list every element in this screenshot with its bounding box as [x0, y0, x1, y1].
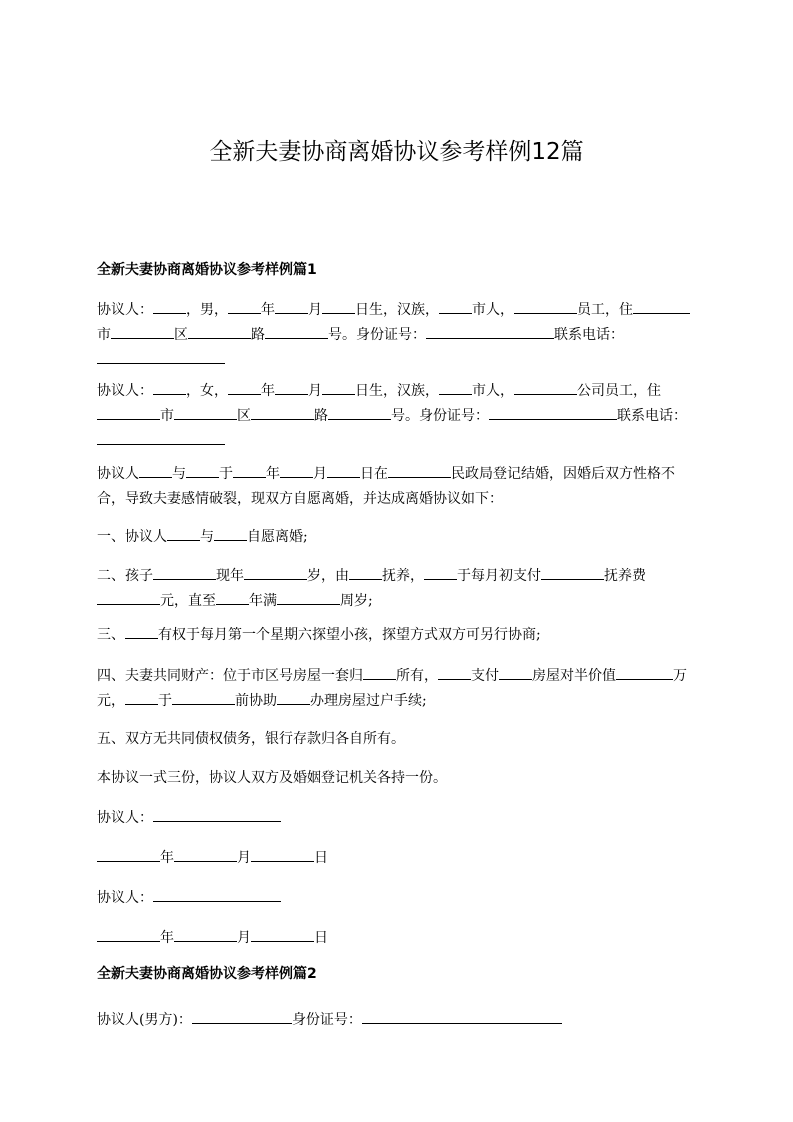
month-blank: [280, 462, 313, 478]
month-blank: [174, 846, 237, 862]
child-blank: [216, 589, 249, 605]
party-blank: [277, 689, 310, 705]
signature-line-2: 协议人：: [97, 886, 697, 911]
id-number-blank: [489, 404, 617, 420]
deadline-blank: [172, 689, 235, 705]
payer-blank: [438, 664, 471, 680]
child-name-blank: [153, 564, 216, 580]
district-blank: [174, 404, 237, 420]
day-blank: [322, 379, 355, 395]
section-1-heading: 全新夫妻协商离婚协议参考样例篇1: [97, 262, 317, 278]
address-blank: [657, 298, 690, 314]
party-a-blank: [167, 525, 200, 541]
visitor-blank: [125, 623, 158, 639]
name-blank: [153, 379, 186, 395]
copies-statement: 本协议一式三份，协议人双方及婚姻登记机关各持一份。: [97, 770, 447, 786]
date-line-1: 年 月 日: [97, 846, 697, 871]
payer-blank: [424, 564, 457, 580]
signature-line-1: 协议人：: [97, 806, 697, 831]
clause-4: 四、夫妻共同财产：位于市区号房屋一套归 所有， 支付 房屋对半价值 万元， 于 前协助 办理房屋过户手续;: [97, 664, 697, 714]
marriage-statement-paragraph: 协议人 与 于 年 月 日在 民政局登记结婚，因婚后双方性格不合，导致夫妻感情破裂，现双方自愿离婚，并达成离婚协议如下：: [97, 462, 697, 512]
city-blank: [439, 298, 472, 314]
age-blank: [277, 589, 340, 605]
address-blank: [633, 298, 657, 314]
month-blank: [275, 379, 308, 395]
party-female-paragraph: 协议人： ，女， 年 月 日生，汉族， 市人， 公司员工，住市 区 路 号。身份证号： 联系电话：: [97, 379, 697, 454]
clause-2: 二、孩子 现年 岁，由 抚养， 于每月初支付 抚养费元，直至 年满 周岁;: [97, 564, 697, 614]
road-blank: [251, 404, 314, 420]
number-blank: [328, 404, 391, 420]
signature-blank: [153, 886, 281, 902]
section-2-heading: 全新夫妻协商离婚协议参考样例篇2: [97, 966, 317, 982]
city2-blank: [97, 404, 160, 420]
payee-blank: [499, 664, 532, 680]
amount-blank: [97, 589, 160, 605]
month-blank: [275, 298, 308, 314]
id-number-blank: [426, 323, 554, 339]
year-blank: [228, 298, 261, 314]
employer-blank: [514, 379, 577, 395]
value-blank: [640, 664, 673, 680]
year-blank: [97, 846, 160, 862]
day-blank: [322, 298, 355, 314]
year-blank: [228, 379, 261, 395]
guardian-blank: [349, 564, 382, 580]
date-line-2: 年 月 日: [97, 926, 697, 951]
party-b-blank: [186, 462, 219, 478]
number-blank: [265, 323, 328, 339]
district-blank: [111, 323, 174, 339]
party-blank: [125, 689, 158, 705]
signature-blank: [153, 806, 281, 822]
month-blank: [174, 926, 237, 942]
id-number-blank: [362, 1008, 562, 1024]
child-age-blank: [244, 564, 307, 580]
document-title: 全新夫妻协商离婚协议参考样例12篇: [209, 139, 584, 165]
day-blank: [251, 846, 314, 862]
year-blank: [97, 926, 160, 942]
section-2-party-line: 协议人(男方)： 身份证号：: [97, 1008, 697, 1033]
employer-blank: [514, 298, 577, 314]
name-blank: [153, 298, 186, 314]
party-a-blank: [139, 462, 172, 478]
day-blank: [327, 462, 360, 478]
day-blank: [251, 926, 314, 942]
phone-blank: [97, 348, 225, 364]
city-blank: [439, 379, 472, 395]
bureau-blank: [388, 462, 451, 478]
year-blank: [233, 462, 266, 478]
clause-3: 三、 有权于每月第一个星期六探望小孩，探望方式双方可另行协商;: [97, 623, 697, 648]
phone-blank: [97, 429, 225, 445]
clause-1: 一、协议人 与 自愿离婚;: [97, 525, 697, 550]
male-name-blank: [192, 1008, 292, 1024]
road-blank: [188, 323, 251, 339]
value-blank: [616, 664, 640, 680]
party-b-blank: [214, 525, 247, 541]
clause-5: 五、双方无共同债权债务，银行存款归各自所有。: [97, 731, 405, 747]
party-male-paragraph: 协议人： ，男， 年 月 日生，汉族， 市人， 员工，住市 区 路 号。身份证号： 联系电话：: [97, 298, 697, 373]
owner-blank: [363, 664, 396, 680]
amount-blank: [541, 564, 604, 580]
